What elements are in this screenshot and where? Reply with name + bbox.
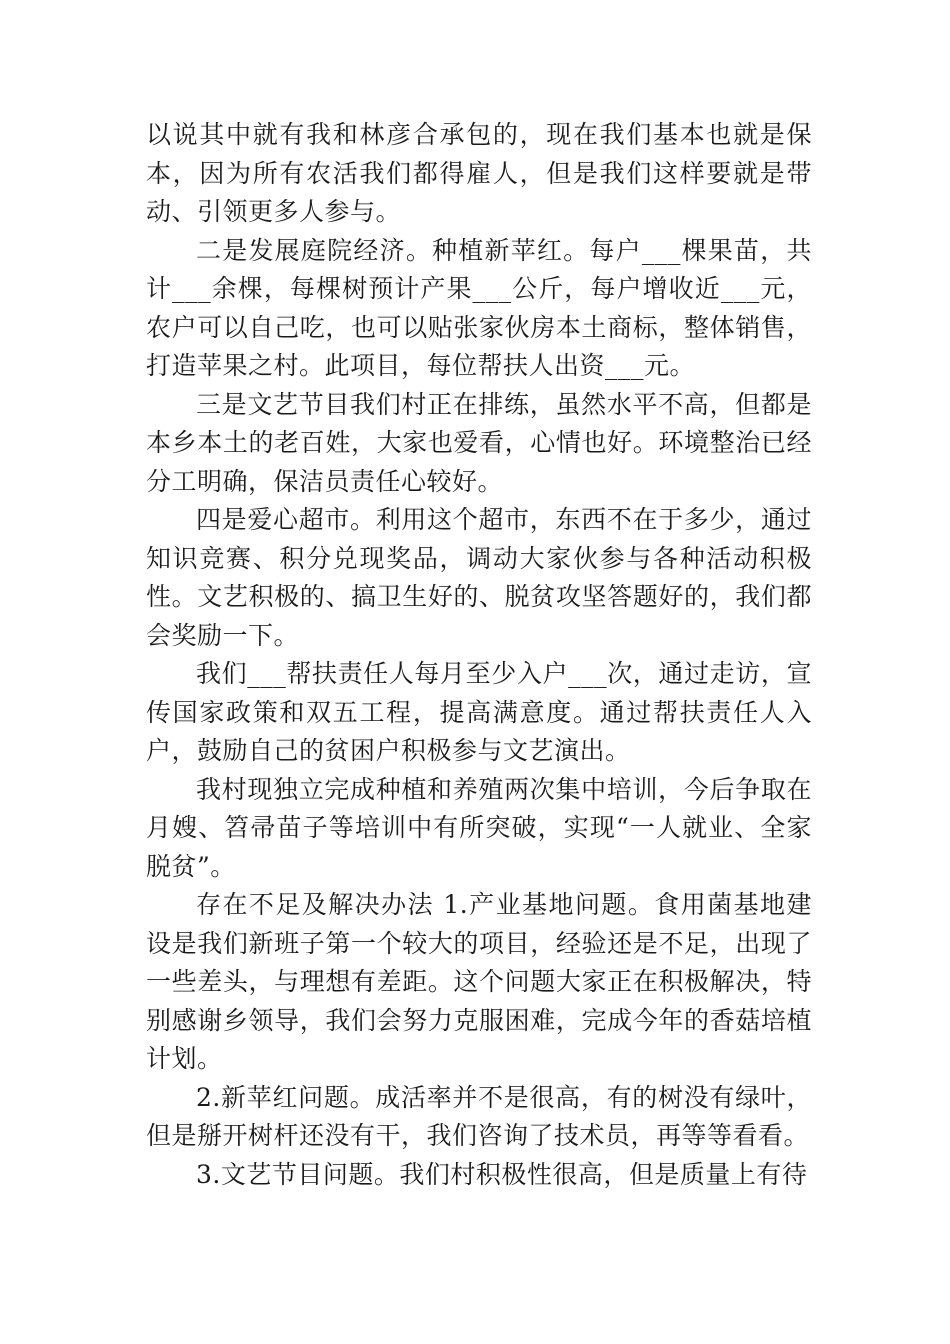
document-body xyxy=(146,116,812,1194)
paragraph-shortcomings: 存在不足及解决办法 1.产业基地问题。食用菌基地建设是我们新班子第一个较大的项目，经验还是不足，出现了一些差头，与理想有差距。这个问题大家正在积极解决，特别感谢乡领导，我们会努力克服困难，完成今年的香菇培植计划。 xyxy=(146,890,812,1073)
paragraph-apple-issue: 2.新苹红问题。成活率并不是很高，有的树没有绿叶，但是掰开树杆还没有干，我们咨询了技术员，再等等看看。 xyxy=(146,1082,812,1150)
paragraph-courtyard-economy: 二是发展庭院经济。种植新苹红。每户___棵果苗，共计___余棵，每棵树预计产果___公斤，每户增收近___元，农户可以自己吃，也可以贴张家伙房本土商标，整体销售，打造苹果之村。此项目，每位帮扶人出资___元。 xyxy=(146,235,812,380)
paragraph-continuation: 以说其中就有我和林彦合承包的，现在我们基本也就是保本，因为所有农活我们都得雇人，但是我们这样要就是带动、引领更多人参与。 xyxy=(146,120,812,226)
paragraph-training: 我村现独立完成种植和养殖两次集中培训，今后争取在月嫂、笤帚苗子等培训中有所突破，实现“一人就业、全家脱贫”。 xyxy=(146,774,812,881)
paragraph-art-issue: 3.文艺节目问题。我们村积极性很高，但是质量上有待 xyxy=(196,1159,808,1189)
paragraph-home-visits: 我们___帮扶责任人每月至少入户___次，通过走访，宣传国家政策和双五工程，提高满意度。通过帮扶责任人入户，鼓励自己的贫困户积极参与文艺演出。 xyxy=(146,659,812,765)
paragraph-art-programs: 三是文艺节目我们村正在排练，虽然水平不高，但都是本乡本土的老百姓，大家也爱看，心情也好。环境整治已经分工明确，保洁员责任心较好。 xyxy=(146,389,812,496)
paragraph-love-supermarket: 四是爱心超市。利用这个超市，东西不在于多少，通过知识竞赛、积分兑现奖品，调动大家伙参与各种活动积极性。文艺积极的、搞卫生好的、脱贫攻坚答题好的，我们都会奖励一下。 xyxy=(146,505,812,650)
